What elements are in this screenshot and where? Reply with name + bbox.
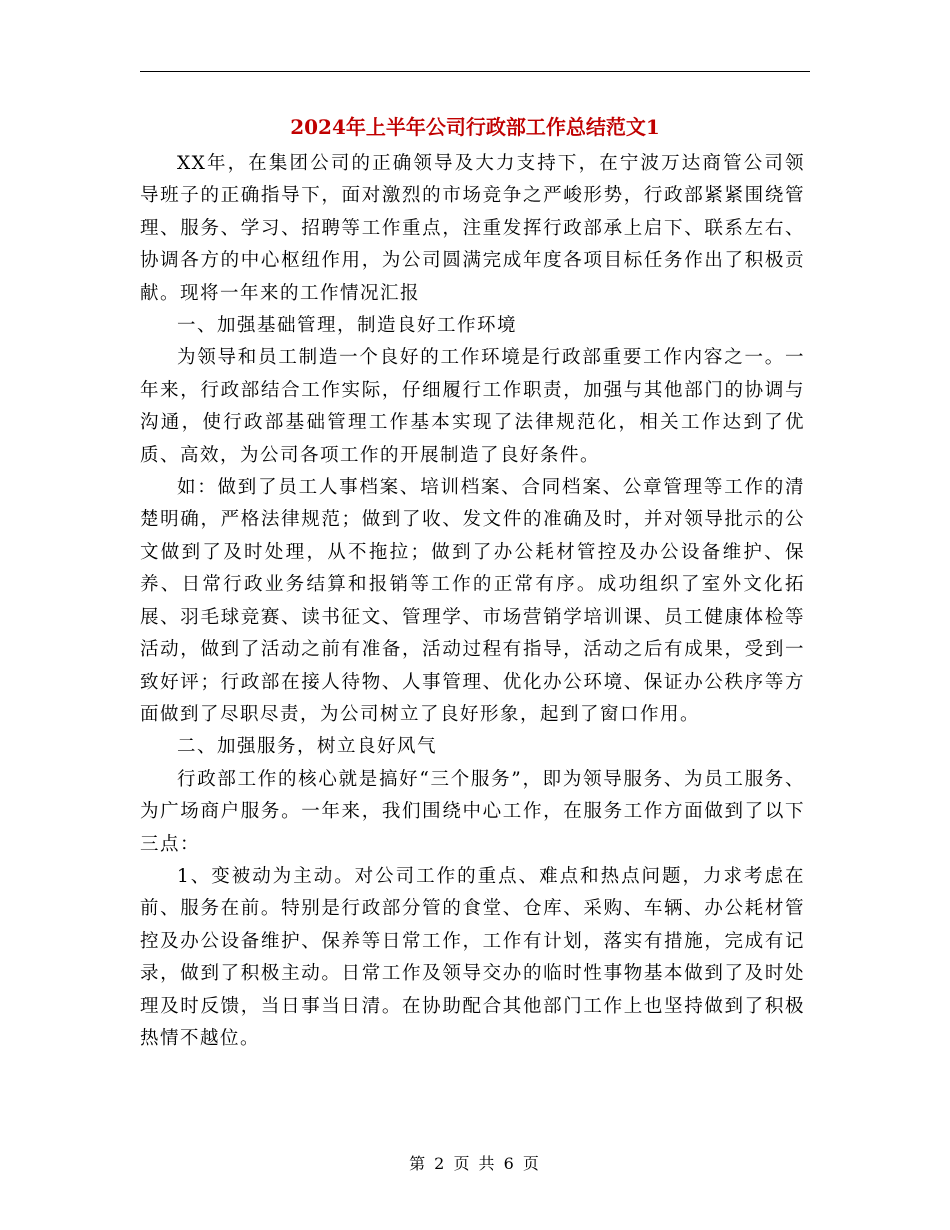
paragraph-management: 为领导和员工制造一个良好的工作环境是行政部重要工作内容之一。一年来，行政部结合工作实际，仔细履行工作职责，加强与其他部门的协调与沟通，使行政部基础管理工作基本实现了法律规范化，相关工作达到了优质、高效，为公司各项工作的开展制造了良好条件。: [140, 347, 805, 466]
paragraph-examples: 如：做到了员工人事档案、培训档案、合同档案、公章管理等工作的清楚明确，严格法律规范；做到了收、发文件的准确及时，并对领导批示的公文做到了及时处理，从不拖拉；做到了办公耗材管控及办公设备维护、保养、日常行政业务结算和报销等工作的正常有序。成功组织了室外文化拓展、羽毛球竞赛、读书征文、管理学、市场营销学培训课、员工健康体检等活动，做到了活动之前有准备，活动过程有指导，活动之后有成果，受到一致好评；行政部在接人待物、人事管理、优化办公环境、保证办公秩序等方面做到了尽职尽责，为公司树立了良好形象，起到了窗口作用。: [140, 477, 805, 725]
document-title: 2024年上半年公司行政部工作总结范文1: [290, 115, 660, 139]
section-heading-1: 一、加强基础管理，制造良好工作环境: [177, 315, 518, 337]
page-number: 第 2 页 共 6 页: [409, 1154, 541, 1173]
header-rule: [140, 71, 810, 72]
paragraph-services: 行政部工作的核心就是搞好“三个服务”，即为领导服务、为员工服务、为广场商户服务。一年来，我们围绕中心工作，在服务工作方面做到了以下三点：: [140, 768, 805, 855]
section-heading-2: 二、加强服务，树立良好风气: [177, 736, 438, 758]
document-body: [140, 148, 805, 1055]
paragraph-intro: XX年，在集团公司的正确领导及大力支持下，在宁波万达商管公司领导班子的正确指导下，面对激烈的市场竞争之严峻形势，行政部紧紧围绕管理、服务、学习、招聘等工作重点，注重发挥行政部承上启下、联系左右、协调各方的中心枢纽作用，为公司圆满完成年度各项目标任务作出了积极贡献。现将一年来的工作情况汇报: [140, 153, 805, 304]
paragraph-point-1: 1、变被动为主动。对公司工作的重点、难点和热点问题，力求考虑在前、服务在前。特别是行政部分管的食堂、仓库、采购、车辆、办公耗材管控及办公设备维护、保养等日常工作，工作有计划，落实有措施，完成有记录，做到了积极主动。日常工作及领导交办的临时性事物基本做到了及时处理及时反馈，当日事当日清。在协助配合其他部门工作上也坚持做到了积极热情不越位。: [140, 865, 805, 1049]
